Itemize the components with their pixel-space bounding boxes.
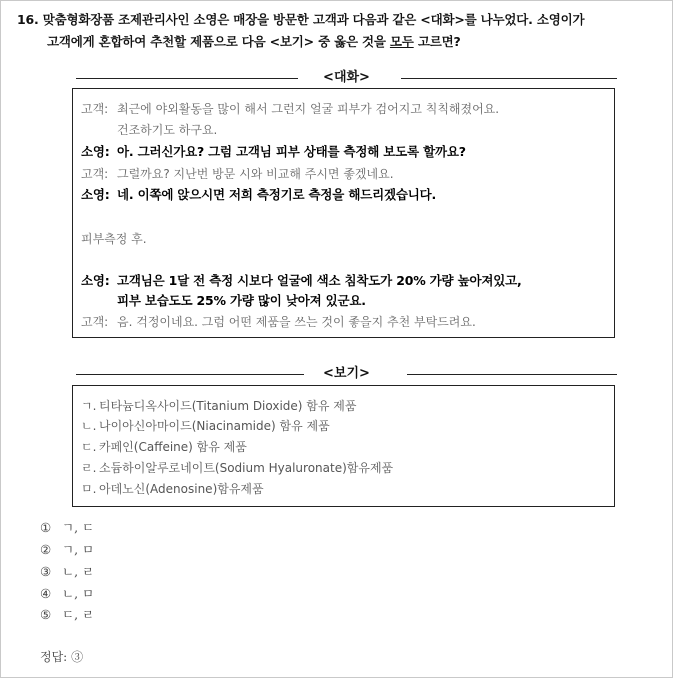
dialogue-line: [81, 165, 394, 183]
choice-marker: ⑤: [40, 607, 52, 622]
bogi-text: 티타늄디옥사이드(Titanium Dioxide) 함유 제품: [99, 399, 357, 413]
answer-key: [40, 648, 83, 666]
dialogue-text: 네. 이쪽에 앉으시면 저희 측정기로 측정을 해드리겠습니다.: [117, 187, 437, 202]
answer-key-label: 정답:: [40, 650, 68, 664]
dialogue-line: [81, 292, 366, 310]
question-text-1: 맞춤형화장품 조제관리사인 소영은 매장을 방문한 고객과 다음과 같은 <대화>를 나누었다. 소영이가: [42, 12, 585, 27]
question-emphasis: 모두: [389, 34, 414, 49]
choice-marker: ③: [40, 564, 52, 579]
dialogue-box: [72, 88, 615, 338]
choice-text: ㄷ, ㄹ: [62, 607, 95, 622]
choice-text: ㄱ, ㅁ: [62, 542, 95, 557]
answer-choice-5[interactable]: [40, 606, 94, 624]
bogi-text: 나이아신아마이드(Niacinamide) 함유 제품: [99, 419, 330, 433]
speaker-label: 고객:: [81, 102, 109, 116]
answer-choice-4[interactable]: [40, 585, 94, 603]
bogi-text: 카페인(Caffeine) 함유 제품: [99, 440, 247, 454]
choice-marker: ①: [40, 520, 52, 535]
dialogue-line: [81, 230, 147, 248]
dialogue-text: 최근에 야외활동을 많이 해서 그런지 얼굴 피부가 검어지고 칙칙해졌어요.: [117, 102, 500, 116]
bogi-title: <보기>: [323, 366, 370, 381]
choice-marker: ④: [40, 586, 52, 601]
bogi-text: 아데노신(Adenosine)함유제품: [99, 482, 264, 496]
dialogue-text: 아. 그러신가요? 그럼 고객님 피부 상태를 측정해 보도록 할까요?: [117, 144, 466, 159]
dialogue-line: [81, 272, 522, 290]
heading-rule-right: [401, 78, 617, 79]
heading-rule-right: [407, 374, 617, 375]
bogi-text: 소듐하이알루로네이트(Sodium Hyaluronate)함유제품: [99, 461, 394, 475]
bogi-item: [81, 417, 330, 435]
bogi-item: [81, 459, 393, 477]
dialogue-line: [81, 186, 436, 204]
dialogue-text: 음. 걱정이네요. 그럼 어떤 제품을 쓰는 것이 좋을지 추천 부탁드려요.: [117, 315, 476, 329]
bogi-marker: ㄴ.: [81, 419, 97, 433]
dialogue-text: 건조하기도 하구요.: [117, 123, 218, 137]
speaker-label: 소영:: [81, 273, 110, 288]
answer-choice-1[interactable]: [40, 519, 94, 537]
dialogue-heading: [76, 69, 617, 85]
speaker-label: 소영:: [81, 144, 110, 159]
answer-choice-2[interactable]: [40, 541, 94, 559]
dialogue-line: [81, 313, 476, 331]
choice-text: ㄴ, ㄹ: [62, 564, 95, 579]
bogi-item: [81, 438, 247, 456]
dialogue-text: 피부 보습도도 25% 가량 많이 낮아져 있군요.: [117, 293, 366, 308]
dialogue-text: 피부측정 후.: [81, 232, 147, 246]
question-text-3: 고르면?: [413, 34, 461, 49]
question-number: 16.: [17, 12, 39, 27]
bogi-marker: ㄱ.: [81, 399, 97, 413]
dialogue-line: [81, 100, 499, 118]
bogi-box: [72, 385, 615, 507]
bogi-heading: [76, 365, 617, 381]
speaker-label: 고객:: [81, 315, 109, 329]
speaker-label: 고객:: [81, 167, 109, 181]
speaker-label: 소영:: [81, 187, 110, 202]
choice-text: ㄴ, ㅁ: [62, 586, 95, 601]
answer-choice-3[interactable]: [40, 563, 94, 581]
bogi-marker: ㄹ.: [81, 461, 97, 475]
question-text-2: 고객에게 혼합하여 추천할 제품으로 다음 <보기> 중 옳은 것을: [47, 34, 390, 49]
bogi-marker: ㄷ.: [81, 440, 97, 454]
dialogue-title: <대화>: [323, 70, 370, 85]
question-line-1: [17, 9, 667, 31]
dialogue-text: 그럴까요? 지난번 방문 시와 비교해 주시면 좋겠네요.: [117, 167, 394, 181]
question-stem: [17, 9, 667, 53]
dialogue-line: [81, 143, 466, 161]
bogi-marker: ㅁ.: [81, 482, 97, 496]
choice-marker: ②: [40, 542, 52, 557]
question-line-2: [17, 31, 667, 53]
answer-key-value: ③: [71, 650, 84, 664]
dialogue-line: [81, 121, 217, 139]
bogi-item: [81, 397, 356, 415]
dialogue-text: 고객님은 1달 전 측정 시보다 얼굴에 색소 침착도가 20% 가량 높아져있고,: [117, 273, 522, 288]
choice-text: ㄱ, ㄷ: [62, 520, 95, 535]
bogi-item: [81, 480, 264, 498]
